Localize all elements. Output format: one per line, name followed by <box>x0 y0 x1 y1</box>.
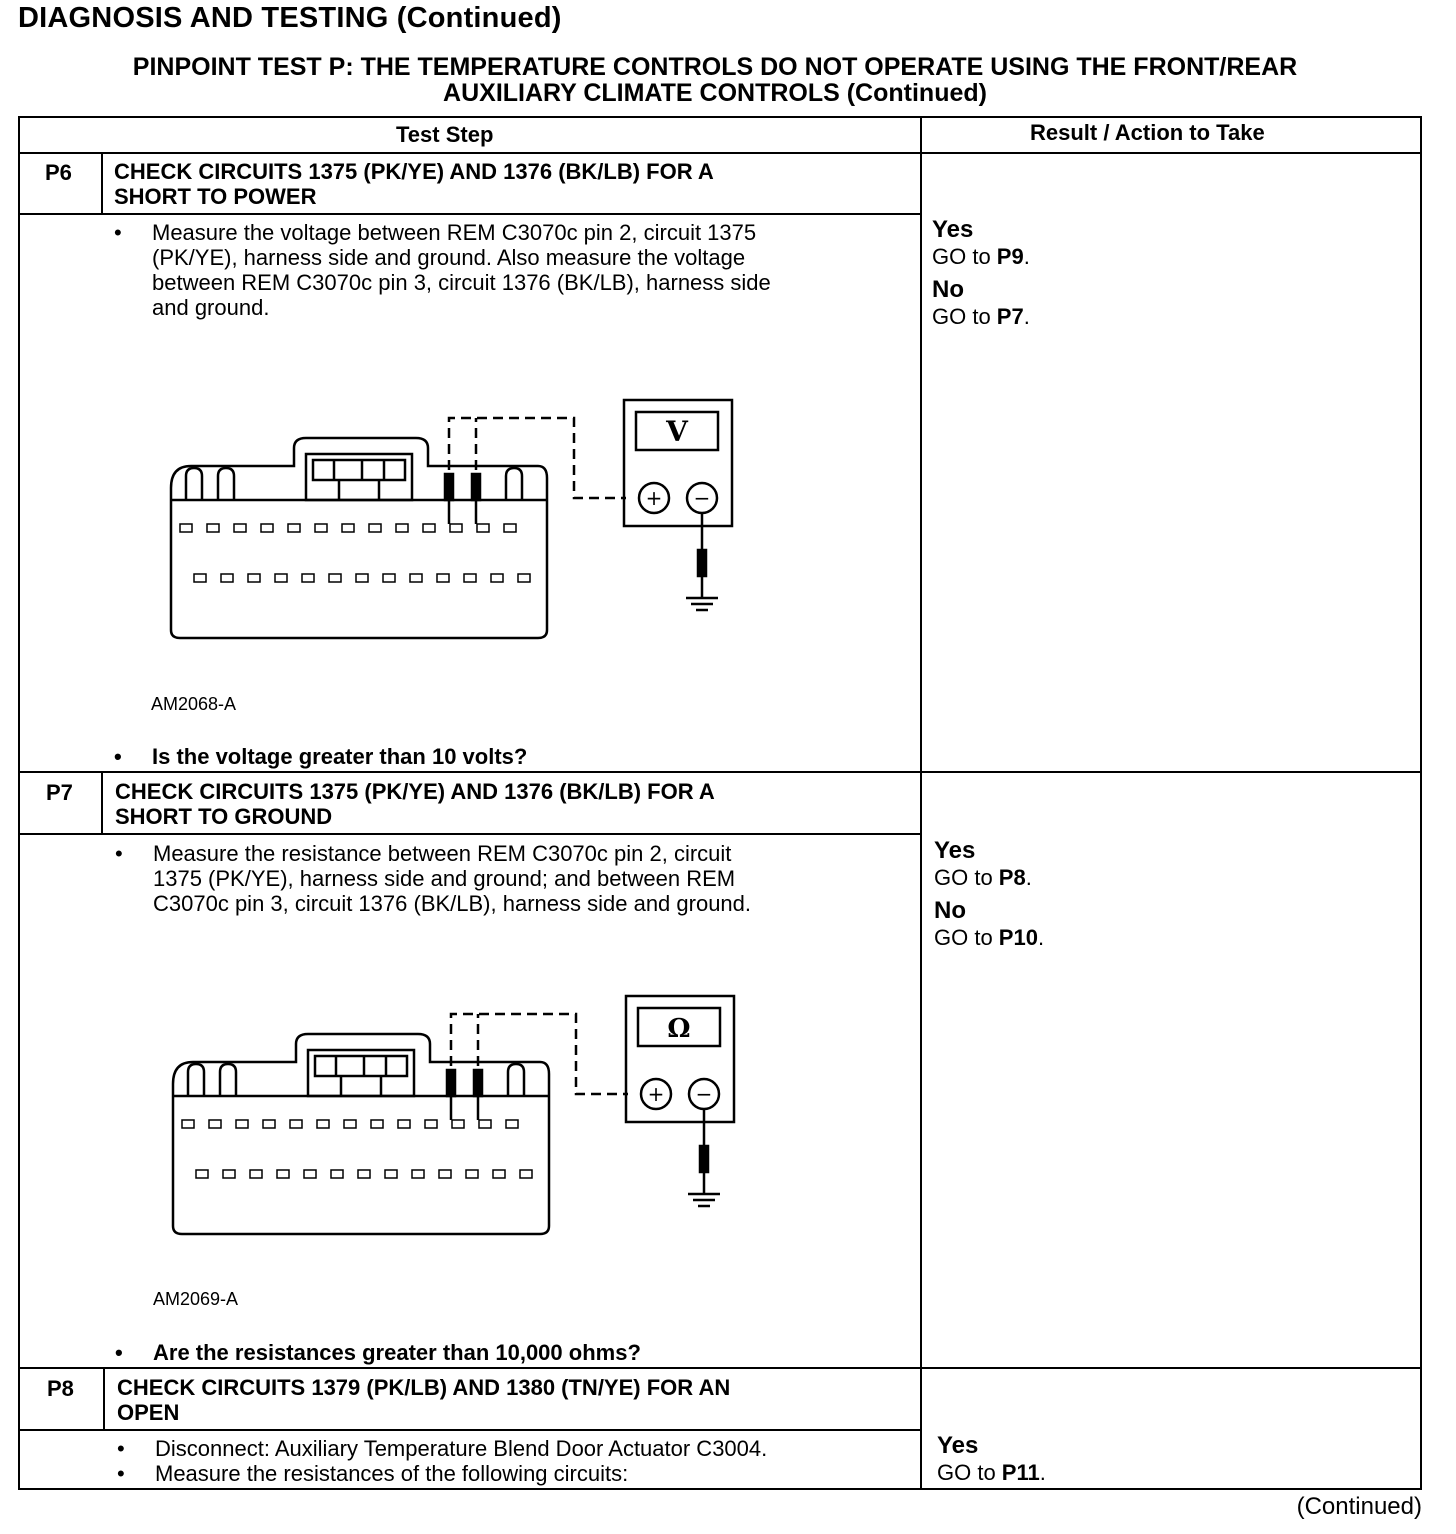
table-border-left <box>18 116 20 1490</box>
result-yes-label: Yes <box>937 1432 979 1459</box>
column-header-result: Result / Action to Take <box>1030 120 1265 145</box>
bullet-marker: • <box>117 1436 125 1461</box>
header-divider <box>18 152 1422 154</box>
step-id-divider <box>101 153 103 215</box>
result-yes-label: Yes <box>934 837 976 864</box>
plus-terminal: + <box>647 1082 665 1106</box>
step-heading-line: OPEN <box>117 1400 180 1425</box>
step-heading <box>117 1375 730 1425</box>
bullet-marker: • <box>114 220 122 245</box>
bullet-marker: • <box>115 1340 123 1365</box>
step-heading-line: CHECK CIRCUITS 1375 (PK/YE) AND 1376 (BK/LB) FOR A <box>115 779 715 804</box>
step-heading-line: SHORT TO POWER <box>114 184 317 209</box>
result-yes-action: GO to P9. <box>932 244 1030 269</box>
test-leads <box>447 1014 628 1120</box>
table-border-right <box>1420 116 1422 1490</box>
connector-voltmeter-diagram <box>166 398 746 638</box>
bullet-marker: • <box>114 744 122 769</box>
column-divider <box>920 116 922 1490</box>
result-yes-action: GO to P11. <box>937 1460 1046 1485</box>
step-id-divider <box>103 1368 105 1431</box>
step-id: P7 <box>46 780 73 805</box>
page-title: DIAGNOSIS AND TESTING (Continued) <box>18 2 562 34</box>
test-leads <box>445 418 626 524</box>
step-id: P8 <box>47 1376 74 1401</box>
result-no-label: No <box>932 276 964 303</box>
step-heading-line: CHECK CIRCUITS 1379 (PK/LB) AND 1380 (TN/YE) FOR AN <box>117 1375 731 1400</box>
step-id-divider <box>101 772 103 835</box>
pin-row-lower <box>194 574 530 582</box>
bullet-text: Measure the resistance between REM C3070c pin 2, circuit 1375 (PK/YE), harness side and ground; and between REM C3070c pin 3, circuit 1376 (BK/LB), harness side and ground. <box>153 841 752 916</box>
step-heading <box>114 159 714 209</box>
pin-row-lower <box>196 1170 532 1178</box>
pin-row-upper <box>182 1120 518 1128</box>
step-heading-line: SHORT TO GROUND <box>115 804 333 829</box>
bullet-text: Measure the voltage between REM C3070c pin 2, circuit 1375 (PK/YE), harness side and ground. Also measure the voltage between REM C3070c pin 3, circuit 1376 (BK/LB), harness side and ground. <box>152 220 771 320</box>
step-heading-line: CHECK CIRCUITS 1375 (PK/YE) AND 1376 (BK/LB) FOR A <box>114 159 714 184</box>
bullet-marker: • <box>117 1461 125 1486</box>
minus-terminal: − <box>695 1082 713 1106</box>
minus-terminal: − <box>693 486 711 510</box>
bullet-marker: • <box>115 841 123 866</box>
step-divider <box>18 771 1422 773</box>
table-border-top <box>18 116 1422 118</box>
table-border-bottom <box>18 1488 1422 1490</box>
step-divider <box>18 1367 1422 1369</box>
figure-id: AM2069-A <box>153 1289 239 1309</box>
result-no-action: GO to P7. <box>932 304 1030 329</box>
step-heading-divider <box>18 833 921 835</box>
pinpoint-test-table: Test Step Result / Action to Take P6 CHECK CIRCUITS 1375 (PK/YE) AND 1376 (BK/LB) FOR A SHORT TO POWER • Measure the voltage between REM C3070c pin 2, circuit 1375 (PK/YE), harness side and ground. Also measure the voltage between REM C3070c pin 3, circuit 1376 (BK/LB), harness side and ground. V + − AM2068-A • Is the voltage greater than 10 volts? Yes GO to P9. No GO to P7. P7 CHECK CIRCUITS 1375 (PK/YE) AND 1376 (BK/LB) FOR A SHORT TO GROUND • Measure the resistance between REM C3070c pin 2, circuit 1375 (PK/YE), harness side and ground; and between REM C3070c pin 3, circuit 1376 (BK/LB), harness side and ground. Ω + − AM2069-A • Are the resistances greater than 10,000 ohms? Yes GO to P8. No GO to P10. P8 CHECK CIRCUITS 1379 (PK/LB) AND 1380 (TN/YE) FOR AN OPEN • Disconnect: Auxiliary Temperature Blend Door Actuator C3004. • Measure the resistances of the following circuits: Yes GO to P11. <box>18 116 1422 1490</box>
test-title-line-2: AUXILIARY CLIMATE CONTROLS (Continued) <box>443 79 987 107</box>
connector-ohmmeter-diagram <box>168 994 748 1234</box>
continued-note: (Continued) <box>1296 1493 1422 1520</box>
step-heading-divider <box>18 1429 921 1431</box>
result-no-action: GO to P10. <box>934 925 1045 950</box>
result-no-label: No <box>934 897 966 924</box>
meter-symbol: Ω <box>667 1014 691 1044</box>
pin-row-upper <box>180 524 516 532</box>
result-yes-action: GO to P8. <box>934 865 1032 890</box>
step-heading-divider <box>18 213 921 215</box>
test-title-line-1: PINPOINT TEST P: THE TEMPERATURE CONTROLS DO NOT OPERATE USING THE FRONT/REAR <box>132 53 1298 81</box>
step-heading <box>115 779 715 829</box>
result-yes-label: Yes <box>932 216 974 243</box>
plus-terminal: + <box>645 486 663 510</box>
step-id: P6 <box>45 160 72 185</box>
meter-symbol: V <box>666 415 688 448</box>
column-header-test-step: Test Step <box>396 122 494 147</box>
figure-id: AM2068-A <box>151 694 237 714</box>
